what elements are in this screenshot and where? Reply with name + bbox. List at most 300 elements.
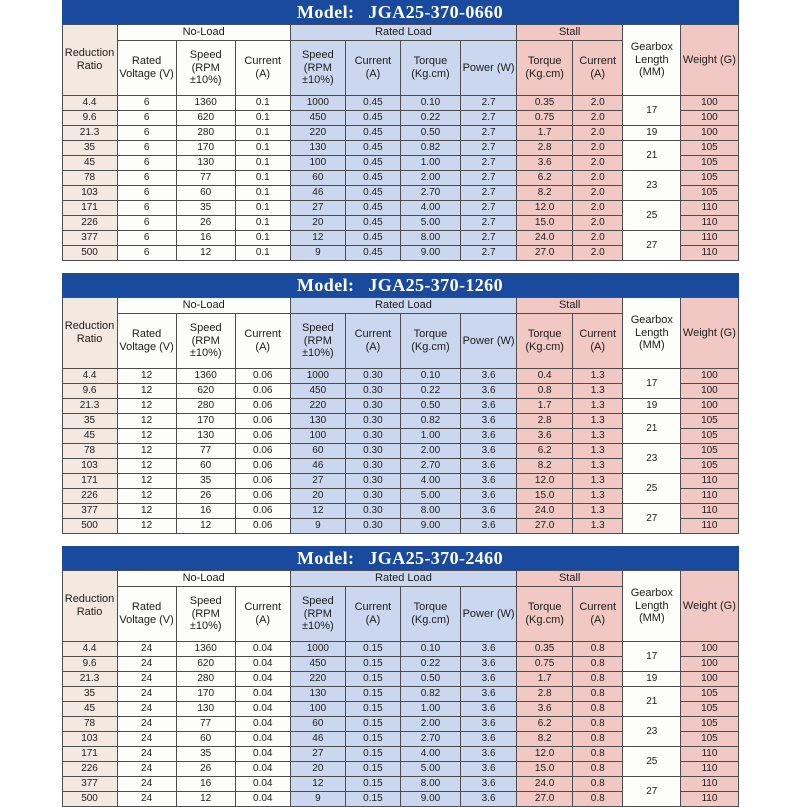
cell-noload-speed: 280 bbox=[176, 399, 235, 414]
cell-ratedload-torque: 1.00 bbox=[400, 702, 460, 717]
header-stall-current: Current (A) bbox=[573, 314, 623, 369]
cell-weight: 110 bbox=[681, 504, 738, 519]
cell-reduction-ratio: 21.3 bbox=[62, 126, 117, 141]
cell-ratedload-speed: 220 bbox=[290, 126, 345, 141]
cell-ratedload-torque: 0.10 bbox=[400, 96, 460, 111]
cell-noload-current: 0.04 bbox=[235, 792, 290, 807]
cell-gearbox-length: 23 bbox=[623, 171, 681, 201]
cell-reduction-ratio: 4.4 bbox=[62, 369, 117, 384]
cell-noload-speed: 26 bbox=[176, 216, 235, 231]
cell-noload-speed: 60 bbox=[176, 186, 235, 201]
header-weight: Weight (G) bbox=[681, 25, 738, 96]
cell-weight: 110 bbox=[681, 792, 738, 807]
cell-reduction-ratio: 226 bbox=[62, 489, 117, 504]
cell-weight: 105 bbox=[681, 186, 738, 201]
cell-ratedload-power: 2.7 bbox=[461, 231, 517, 246]
cell-stall-torque: 15.0 bbox=[517, 216, 573, 231]
cell-weight: 105 bbox=[681, 141, 738, 156]
header-reduction-ratio: Reduction Ratio bbox=[62, 571, 117, 642]
cell-reduction-ratio: 78 bbox=[62, 717, 117, 732]
cell-ratedload-torque: 4.00 bbox=[400, 747, 460, 762]
cell-noload-current: 0.06 bbox=[235, 519, 290, 534]
header-ratedload-current: Current (A) bbox=[345, 314, 400, 369]
cell-gearbox-length: 21 bbox=[623, 141, 681, 171]
header-group-no-load: No-Load bbox=[117, 25, 290, 41]
cell-ratedload-torque: 1.00 bbox=[400, 429, 460, 444]
header-group-rated-load: Rated Load bbox=[290, 298, 516, 314]
header-group-no-load: No-Load bbox=[117, 571, 290, 587]
cell-ratedload-torque: 9.00 bbox=[400, 519, 460, 534]
cell-ratedload-torque: 0.82 bbox=[400, 687, 460, 702]
cell-reduction-ratio: 226 bbox=[62, 762, 117, 777]
cell-rated-voltage: 12 bbox=[117, 384, 176, 399]
cell-ratedload-torque: 5.00 bbox=[400, 216, 460, 231]
cell-gearbox-length: 17 bbox=[623, 96, 681, 126]
cell-stall-current: 1.3 bbox=[573, 414, 623, 429]
cell-ratedload-speed: 20 bbox=[290, 489, 345, 504]
cell-ratedload-power: 3.6 bbox=[461, 519, 517, 534]
cell-ratedload-speed: 9 bbox=[290, 792, 345, 807]
header-group-stall: Stall bbox=[517, 25, 623, 41]
cell-reduction-ratio: 78 bbox=[62, 171, 117, 186]
cell-ratedload-power: 3.6 bbox=[461, 687, 517, 702]
cell-rated-voltage: 24 bbox=[117, 732, 176, 747]
cell-ratedload-torque: 0.82 bbox=[400, 141, 460, 156]
cell-weight: 110 bbox=[681, 201, 738, 216]
cell-noload-speed: 280 bbox=[176, 126, 235, 141]
cell-ratedload-speed: 450 bbox=[290, 111, 345, 126]
cell-ratedload-power: 2.7 bbox=[461, 201, 517, 216]
header-rated-voltage: Rated Voltage (V) bbox=[117, 41, 176, 96]
cell-rated-voltage: 12 bbox=[117, 489, 176, 504]
cell-reduction-ratio: 45 bbox=[62, 156, 117, 171]
cell-stall-current: 0.8 bbox=[573, 672, 623, 687]
cell-stall-current: 2.0 bbox=[573, 171, 623, 186]
cell-ratedload-speed: 9 bbox=[290, 246, 345, 261]
cell-stall-current: 0.8 bbox=[573, 732, 623, 747]
cell-stall-torque: 6.2 bbox=[517, 444, 573, 459]
cell-ratedload-current: 0.30 bbox=[345, 519, 400, 534]
cell-stall-current: 1.3 bbox=[573, 459, 623, 474]
cell-reduction-ratio: 103 bbox=[62, 186, 117, 201]
cell-gearbox-length: 21 bbox=[623, 687, 681, 717]
table-row bbox=[62, 399, 738, 414]
table-row bbox=[62, 474, 738, 489]
cell-reduction-ratio: 35 bbox=[62, 141, 117, 156]
cell-ratedload-current: 0.30 bbox=[345, 444, 400, 459]
cell-stall-current: 0.8 bbox=[573, 717, 623, 732]
cell-stall-torque: 24.0 bbox=[517, 231, 573, 246]
cell-ratedload-torque: 0.50 bbox=[400, 126, 460, 141]
cell-ratedload-speed: 9 bbox=[290, 519, 345, 534]
cell-noload-speed: 1360 bbox=[176, 96, 235, 111]
cell-noload-current: 0.1 bbox=[235, 126, 290, 141]
cell-stall-torque: 15.0 bbox=[517, 762, 573, 777]
cell-rated-voltage: 24 bbox=[117, 717, 176, 732]
cell-weight: 110 bbox=[681, 246, 738, 261]
cell-ratedload-power: 2.7 bbox=[461, 111, 517, 126]
cell-noload-speed: 35 bbox=[176, 747, 235, 762]
cell-rated-voltage: 6 bbox=[117, 201, 176, 216]
cell-reduction-ratio: 45 bbox=[62, 429, 117, 444]
cell-stall-current: 1.3 bbox=[573, 369, 623, 384]
cell-ratedload-speed: 130 bbox=[290, 414, 345, 429]
cell-stall-torque: 8.2 bbox=[517, 186, 573, 201]
cell-ratedload-power: 3.6 bbox=[461, 459, 517, 474]
cell-ratedload-current: 0.45 bbox=[345, 201, 400, 216]
cell-weight: 105 bbox=[681, 156, 738, 171]
header-ratedload-torque: Torque (Kg.cm) bbox=[400, 41, 460, 96]
cell-weight: 105 bbox=[681, 459, 738, 474]
cell-stall-current: 0.8 bbox=[573, 642, 623, 657]
cell-ratedload-power: 2.7 bbox=[461, 156, 517, 171]
cell-ratedload-power: 3.6 bbox=[461, 399, 517, 414]
header-group-stall: Stall bbox=[517, 298, 623, 314]
cell-gearbox-length: 25 bbox=[623, 201, 681, 231]
cell-noload-current: 0.04 bbox=[235, 642, 290, 657]
table-row bbox=[62, 201, 738, 216]
cell-weight: 105 bbox=[681, 171, 738, 186]
cell-ratedload-torque: 5.00 bbox=[400, 489, 460, 504]
cell-stall-torque: 1.7 bbox=[517, 126, 573, 141]
cell-ratedload-speed: 100 bbox=[290, 429, 345, 444]
cell-ratedload-current: 0.30 bbox=[345, 474, 400, 489]
table-row bbox=[62, 444, 738, 459]
cell-noload-speed: 77 bbox=[176, 717, 235, 732]
cell-rated-voltage: 24 bbox=[117, 777, 176, 792]
model-number: JGA25-370-2460 bbox=[368, 548, 503, 568]
cell-ratedload-current: 0.15 bbox=[345, 777, 400, 792]
header-group-no-load: No-Load bbox=[117, 298, 290, 314]
cell-weight: 105 bbox=[681, 702, 738, 717]
cell-weight: 105 bbox=[681, 414, 738, 429]
cell-ratedload-torque: 0.50 bbox=[400, 399, 460, 414]
cell-noload-current: 0.04 bbox=[235, 762, 290, 777]
cell-stall-torque: 0.4 bbox=[517, 369, 573, 384]
cell-ratedload-current: 0.15 bbox=[345, 642, 400, 657]
cell-stall-torque: 3.6 bbox=[517, 156, 573, 171]
cell-stall-current: 2.0 bbox=[573, 156, 623, 171]
cell-stall-torque: 1.7 bbox=[517, 672, 573, 687]
cell-noload-speed: 1360 bbox=[176, 369, 235, 384]
cell-ratedload-speed: 130 bbox=[290, 687, 345, 702]
cell-noload-speed: 12 bbox=[176, 792, 235, 807]
cell-stall-torque: 24.0 bbox=[517, 777, 573, 792]
cell-ratedload-power: 2.7 bbox=[461, 186, 517, 201]
cell-stall-current: 0.8 bbox=[573, 747, 623, 762]
header-noload-current: Current (A) bbox=[235, 314, 290, 369]
cell-ratedload-torque: 2.70 bbox=[400, 459, 460, 474]
cell-weight: 100 bbox=[681, 384, 738, 399]
table-row bbox=[62, 777, 738, 792]
cell-noload-current: 0.1 bbox=[235, 96, 290, 111]
cell-ratedload-current: 0.30 bbox=[345, 369, 400, 384]
cell-reduction-ratio: 4.4 bbox=[62, 96, 117, 111]
cell-rated-voltage: 12 bbox=[117, 459, 176, 474]
cell-gearbox-length: 25 bbox=[623, 474, 681, 504]
cell-reduction-ratio: 226 bbox=[62, 216, 117, 231]
cell-stall-current: 0.8 bbox=[573, 687, 623, 702]
cell-noload-current: 0.1 bbox=[235, 186, 290, 201]
cell-noload-current: 0.04 bbox=[235, 717, 290, 732]
cell-ratedload-power: 3.6 bbox=[461, 732, 517, 747]
cell-stall-current: 2.0 bbox=[573, 186, 623, 201]
cell-rated-voltage: 6 bbox=[117, 156, 176, 171]
cell-stall-torque: 0.75 bbox=[517, 111, 573, 126]
cell-noload-speed: 620 bbox=[176, 657, 235, 672]
cell-rated-voltage: 12 bbox=[117, 399, 176, 414]
cell-reduction-ratio: 78 bbox=[62, 444, 117, 459]
cell-noload-current: 0.1 bbox=[235, 201, 290, 216]
cell-stall-torque: 2.8 bbox=[517, 687, 573, 702]
cell-weight: 100 bbox=[681, 657, 738, 672]
cell-ratedload-power: 3.6 bbox=[461, 777, 517, 792]
cell-stall-torque: 15.0 bbox=[517, 489, 573, 504]
cell-ratedload-current: 0.30 bbox=[345, 384, 400, 399]
cell-ratedload-current: 0.45 bbox=[345, 186, 400, 201]
cell-gearbox-length: 19 bbox=[623, 672, 681, 687]
cell-ratedload-power: 2.7 bbox=[461, 246, 517, 261]
cell-stall-current: 0.8 bbox=[573, 702, 623, 717]
cell-ratedload-speed: 100 bbox=[290, 156, 345, 171]
cell-stall-torque: 12.0 bbox=[517, 747, 573, 762]
cell-noload-speed: 16 bbox=[176, 504, 235, 519]
cell-stall-current: 1.3 bbox=[573, 429, 623, 444]
cell-ratedload-current: 0.45 bbox=[345, 141, 400, 156]
cell-stall-torque: 2.8 bbox=[517, 414, 573, 429]
cell-noload-speed: 16 bbox=[176, 777, 235, 792]
cell-stall-torque: 6.2 bbox=[517, 171, 573, 186]
cell-ratedload-power: 3.6 bbox=[461, 642, 517, 657]
cell-stall-current: 2.0 bbox=[573, 141, 623, 156]
cell-reduction-ratio: 4.4 bbox=[62, 642, 117, 657]
cell-ratedload-power: 3.6 bbox=[461, 747, 517, 762]
header-group-rated-load: Rated Load bbox=[290, 571, 516, 587]
header-rated-voltage: Rated Voltage (V) bbox=[117, 314, 176, 369]
cell-ratedload-speed: 27 bbox=[290, 201, 345, 216]
cell-reduction-ratio: 103 bbox=[62, 459, 117, 474]
cell-reduction-ratio: 500 bbox=[62, 519, 117, 534]
cell-rated-voltage: 6 bbox=[117, 171, 176, 186]
cell-stall-current: 2.0 bbox=[573, 216, 623, 231]
header-stall-torque: Torque (Kg.cm) bbox=[517, 41, 573, 96]
cell-noload-speed: 170 bbox=[176, 141, 235, 156]
cell-noload-current: 0.06 bbox=[235, 459, 290, 474]
header-noload-current: Current (A) bbox=[235, 41, 290, 96]
cell-ratedload-speed: 1000 bbox=[290, 642, 345, 657]
header-ratedload-torque: Torque (Kg.cm) bbox=[400, 314, 460, 369]
cell-reduction-ratio: 377 bbox=[62, 777, 117, 792]
cell-ratedload-torque: 0.22 bbox=[400, 657, 460, 672]
cell-ratedload-torque: 0.10 bbox=[400, 369, 460, 384]
cell-ratedload-torque: 2.70 bbox=[400, 186, 460, 201]
cell-stall-current: 1.3 bbox=[573, 489, 623, 504]
model-number: JGA25-370-1260 bbox=[368, 275, 503, 295]
cell-ratedload-power: 3.6 bbox=[461, 762, 517, 777]
cell-weight: 100 bbox=[681, 642, 738, 657]
cell-noload-current: 0.1 bbox=[235, 141, 290, 156]
cell-ratedload-torque: 0.50 bbox=[400, 672, 460, 687]
cell-stall-torque: 27.0 bbox=[517, 246, 573, 261]
cell-ratedload-power: 2.7 bbox=[461, 96, 517, 111]
cell-ratedload-speed: 46 bbox=[290, 186, 345, 201]
table-row bbox=[62, 369, 738, 384]
cell-noload-speed: 170 bbox=[176, 414, 235, 429]
cell-ratedload-speed: 100 bbox=[290, 702, 345, 717]
cell-reduction-ratio: 45 bbox=[62, 702, 117, 717]
header-gearbox-length: Gearbox Length (MM) bbox=[623, 25, 681, 96]
model-number: JGA25-370-0660 bbox=[368, 2, 503, 22]
cell-noload-current: 0.1 bbox=[235, 111, 290, 126]
cell-ratedload-power: 3.6 bbox=[461, 429, 517, 444]
cell-ratedload-power: 3.6 bbox=[461, 717, 517, 732]
cell-ratedload-current: 0.30 bbox=[345, 429, 400, 444]
cell-rated-voltage: 12 bbox=[117, 444, 176, 459]
header-ratedload-speed: Speed (RPM ±10%) bbox=[290, 314, 345, 369]
cell-ratedload-power: 2.7 bbox=[461, 126, 517, 141]
cell-ratedload-power: 3.6 bbox=[461, 414, 517, 429]
cell-ratedload-speed: 1000 bbox=[290, 96, 345, 111]
cell-ratedload-current: 0.30 bbox=[345, 459, 400, 474]
cell-ratedload-current: 0.30 bbox=[345, 399, 400, 414]
cell-noload-speed: 26 bbox=[176, 762, 235, 777]
cell-ratedload-speed: 60 bbox=[290, 171, 345, 186]
cell-noload-speed: 130 bbox=[176, 156, 235, 171]
header-reduction-ratio: Reduction Ratio bbox=[62, 25, 117, 96]
table-row bbox=[62, 747, 738, 762]
cell-weight: 110 bbox=[681, 747, 738, 762]
cell-stall-current: 1.3 bbox=[573, 504, 623, 519]
cell-stall-torque: 24.0 bbox=[517, 504, 573, 519]
cell-stall-current: 0.8 bbox=[573, 762, 623, 777]
cell-stall-current: 0.8 bbox=[573, 657, 623, 672]
cell-gearbox-length: 23 bbox=[623, 717, 681, 747]
model-block-1260 bbox=[62, 273, 739, 534]
cell-ratedload-torque: 2.00 bbox=[400, 717, 460, 732]
cell-ratedload-power: 3.6 bbox=[461, 702, 517, 717]
cell-ratedload-speed: 130 bbox=[290, 141, 345, 156]
spec-table-2460 bbox=[62, 570, 739, 807]
cell-stall-torque: 0.35 bbox=[517, 96, 573, 111]
cell-stall-torque: 27.0 bbox=[517, 519, 573, 534]
cell-noload-current: 0.06 bbox=[235, 429, 290, 444]
cell-ratedload-power: 2.7 bbox=[461, 216, 517, 231]
cell-weight: 110 bbox=[681, 216, 738, 231]
spec-table-1260 bbox=[62, 297, 739, 534]
header-gearbox-length: Gearbox Length (MM) bbox=[623, 298, 681, 369]
cell-stall-torque: 3.6 bbox=[517, 429, 573, 444]
cell-rated-voltage: 24 bbox=[117, 642, 176, 657]
cell-rated-voltage: 6 bbox=[117, 141, 176, 156]
cell-ratedload-speed: 46 bbox=[290, 459, 345, 474]
cell-noload-speed: 620 bbox=[176, 111, 235, 126]
cell-stall-current: 0.8 bbox=[573, 777, 623, 792]
cell-gearbox-length: 25 bbox=[623, 747, 681, 777]
cell-ratedload-power: 3.6 bbox=[461, 474, 517, 489]
cell-ratedload-current: 0.30 bbox=[345, 414, 400, 429]
cell-stall-current: 1.3 bbox=[573, 444, 623, 459]
cell-reduction-ratio: 21.3 bbox=[62, 672, 117, 687]
cell-ratedload-current: 0.15 bbox=[345, 762, 400, 777]
cell-ratedload-current: 0.30 bbox=[345, 504, 400, 519]
cell-ratedload-current: 0.15 bbox=[345, 792, 400, 807]
cell-ratedload-speed: 12 bbox=[290, 777, 345, 792]
cell-stall-current: 2.0 bbox=[573, 201, 623, 216]
header-stall-current: Current (A) bbox=[573, 587, 623, 642]
cell-ratedload-current: 0.15 bbox=[345, 687, 400, 702]
cell-ratedload-speed: 12 bbox=[290, 231, 345, 246]
cell-noload-speed: 1360 bbox=[176, 642, 235, 657]
cell-ratedload-torque: 0.10 bbox=[400, 642, 460, 657]
cell-noload-current: 0.04 bbox=[235, 687, 290, 702]
cell-ratedload-speed: 1000 bbox=[290, 369, 345, 384]
cell-weight: 105 bbox=[681, 717, 738, 732]
cell-ratedload-torque: 9.00 bbox=[400, 246, 460, 261]
cell-rated-voltage: 24 bbox=[117, 687, 176, 702]
cell-noload-current: 0.04 bbox=[235, 657, 290, 672]
header-ratedload-torque: Torque (Kg.cm) bbox=[400, 587, 460, 642]
cell-ratedload-current: 0.15 bbox=[345, 657, 400, 672]
spec-table-0660 bbox=[62, 24, 739, 261]
cell-ratedload-current: 0.15 bbox=[345, 672, 400, 687]
header-stall-torque: Torque (Kg.cm) bbox=[517, 314, 573, 369]
cell-reduction-ratio: 9.6 bbox=[62, 657, 117, 672]
header-reduction-ratio: Reduction Ratio bbox=[62, 298, 117, 369]
cell-rated-voltage: 6 bbox=[117, 246, 176, 261]
cell-ratedload-current: 0.15 bbox=[345, 747, 400, 762]
cell-ratedload-speed: 60 bbox=[290, 444, 345, 459]
cell-ratedload-power: 3.6 bbox=[461, 792, 517, 807]
cell-rated-voltage: 12 bbox=[117, 474, 176, 489]
cell-ratedload-power: 3.6 bbox=[461, 369, 517, 384]
cell-noload-current: 0.1 bbox=[235, 216, 290, 231]
cell-ratedload-speed: 450 bbox=[290, 657, 345, 672]
cell-ratedload-speed: 60 bbox=[290, 717, 345, 732]
cell-noload-current: 0.1 bbox=[235, 156, 290, 171]
cell-reduction-ratio: 171 bbox=[62, 747, 117, 762]
header-rated-voltage: Rated Voltage (V) bbox=[117, 587, 176, 642]
cell-stall-torque: 1.7 bbox=[517, 399, 573, 414]
cell-gearbox-length: 19 bbox=[623, 399, 681, 414]
cell-ratedload-torque: 1.00 bbox=[400, 156, 460, 171]
cell-ratedload-torque: 0.22 bbox=[400, 384, 460, 399]
cell-ratedload-speed: 220 bbox=[290, 672, 345, 687]
cell-rated-voltage: 12 bbox=[117, 369, 176, 384]
header-noload-current: Current (A) bbox=[235, 587, 290, 642]
header-ratedload-power: Power (W) bbox=[461, 41, 517, 96]
cell-reduction-ratio: 377 bbox=[62, 504, 117, 519]
cell-weight: 105 bbox=[681, 444, 738, 459]
cell-rated-voltage: 6 bbox=[117, 186, 176, 201]
cell-ratedload-torque: 4.00 bbox=[400, 474, 460, 489]
header-ratedload-speed: Speed (RPM ±10%) bbox=[290, 587, 345, 642]
model-block-2460 bbox=[62, 546, 739, 807]
model-label: Model: bbox=[297, 2, 355, 22]
cell-rated-voltage: 24 bbox=[117, 657, 176, 672]
cell-ratedload-current: 0.15 bbox=[345, 732, 400, 747]
cell-noload-speed: 620 bbox=[176, 384, 235, 399]
cell-rated-voltage: 24 bbox=[117, 702, 176, 717]
cell-ratedload-torque: 0.82 bbox=[400, 414, 460, 429]
cell-rated-voltage: 6 bbox=[117, 216, 176, 231]
cell-noload-speed: 35 bbox=[176, 474, 235, 489]
cell-ratedload-speed: 12 bbox=[290, 504, 345, 519]
model-title-bar bbox=[62, 0, 739, 24]
header-group-rated-load: Rated Load bbox=[290, 25, 516, 41]
cell-ratedload-speed: 450 bbox=[290, 384, 345, 399]
cell-weight: 100 bbox=[681, 96, 738, 111]
cell-rated-voltage: 12 bbox=[117, 429, 176, 444]
